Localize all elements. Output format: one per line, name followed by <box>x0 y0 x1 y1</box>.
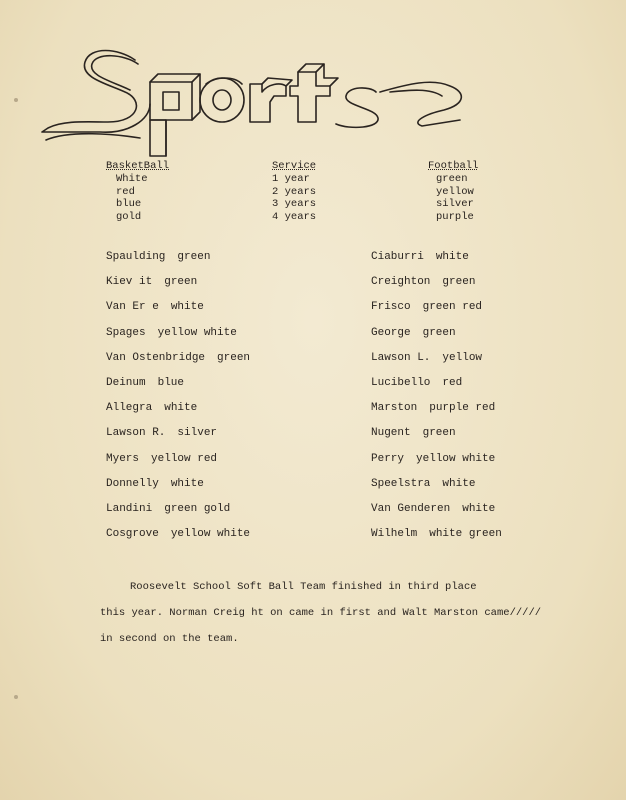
paragraph-line: this year. Norman Creig ht on came in first and Walt Marston came///// <box>100 607 542 619</box>
legend-item: purple <box>436 211 474 224</box>
player-name: Allegra <box>106 402 153 415</box>
legend-heading: Service <box>272 160 317 172</box>
player-colors: white <box>170 301 204 314</box>
player-colors: green <box>164 276 198 289</box>
player-colors: white <box>462 502 496 515</box>
player-colors: yellow <box>442 351 483 364</box>
player-colors: green <box>217 351 251 364</box>
legend-heading: Football <box>428 160 479 172</box>
legend-item: 4 years <box>272 211 317 224</box>
legend-item: red <box>116 185 135 198</box>
player-row <box>106 402 250 427</box>
player-name: Marston <box>371 402 418 415</box>
player-name: Ciaburri <box>371 251 424 263</box>
player-colors: white green <box>429 528 502 541</box>
player-name: Lawson R. <box>106 427 166 440</box>
legend-item: yellow <box>436 185 474 198</box>
player-colors: green gold <box>164 502 231 515</box>
player-name: Nugent <box>371 427 411 440</box>
player-colors: green <box>422 427 456 440</box>
player-row <box>106 528 250 553</box>
player-name: Van Ostenbridge <box>106 351 206 364</box>
legend-item: 2 years <box>272 185 317 198</box>
player-name: Lucibello <box>371 376 431 389</box>
legend-item: 3 years <box>272 198 317 211</box>
player-row <box>106 327 250 352</box>
legend-item: White <box>116 172 148 185</box>
player-row <box>371 427 502 452</box>
player-name: Myers <box>106 452 140 465</box>
player-row <box>371 478 502 503</box>
player-name: Van Er e <box>106 301 159 314</box>
player-colors: green <box>177 251 211 263</box>
legend-item: silver <box>436 198 474 211</box>
player-name: Perry <box>371 452 405 465</box>
player-colors: yellow white <box>157 326 237 339</box>
player-name: Creighton <box>371 276 431 289</box>
player-colors: red <box>442 376 463 389</box>
player-row <box>106 377 250 402</box>
legend-item: green <box>436 172 468 185</box>
player-name: Spages <box>106 326 146 339</box>
player-name: Donnelly <box>106 477 159 490</box>
paragraph-line: Roosevelt School Soft Ball Team finished in third place <box>130 581 477 593</box>
player-name: George <box>371 326 411 339</box>
player-row <box>371 301 502 326</box>
player-name: Lawson L. <box>371 351 431 364</box>
player-colors: white <box>170 477 204 490</box>
softball-paragraph <box>100 574 570 652</box>
football-legend <box>428 160 478 224</box>
player-row <box>106 301 250 326</box>
player-name: Spaulding <box>106 251 166 263</box>
player-row <box>371 503 502 528</box>
player-row <box>106 453 250 478</box>
player-row <box>106 427 250 452</box>
basketball-legend <box>106 160 169 224</box>
player-name: Speelstra <box>371 477 431 490</box>
player-row <box>371 327 502 352</box>
legend-heading: BasketBall <box>106 160 170 172</box>
player-name: Van Genderen <box>371 502 451 515</box>
player-colors: green <box>442 276 476 289</box>
sports-title-drawing <box>30 30 490 160</box>
player-colors: purple red <box>429 402 496 415</box>
player-name: Cosgrove <box>106 528 159 541</box>
player-row <box>371 377 502 402</box>
player-colors: silver <box>177 427 218 440</box>
player-name: Frisco <box>371 301 411 314</box>
player-row <box>371 251 502 276</box>
player-name: Wilhelm <box>371 528 418 541</box>
player-colors: yellow white <box>416 452 496 465</box>
player-colors: green <box>422 326 456 339</box>
player-name: Kiev it <box>106 276 153 289</box>
paragraph-line: in second on the team. <box>100 633 239 645</box>
player-name: Deinum <box>106 376 146 389</box>
player-row <box>371 352 502 377</box>
player-row <box>371 528 502 553</box>
player-colors: yellow white <box>170 528 251 541</box>
legend-item: gold <box>116 211 142 224</box>
player-row <box>106 276 250 301</box>
player-colors: blue <box>157 376 185 389</box>
player-row <box>371 402 502 427</box>
player-colors: green red <box>422 301 483 314</box>
punch-mark <box>14 695 18 699</box>
player-row <box>106 352 250 377</box>
player-row <box>371 453 502 478</box>
page-title <box>0 21 1 22</box>
player-row <box>371 276 502 301</box>
player-row <box>106 503 250 528</box>
player-colors: white <box>164 402 198 415</box>
player-colors: white <box>435 251 469 263</box>
player-colors: white <box>442 477 476 490</box>
player-row <box>106 251 250 276</box>
player-name: Landini <box>106 502 153 515</box>
player-row <box>106 478 250 503</box>
legend-item: 1 year <box>272 172 310 185</box>
player-colors: yellow red <box>151 452 218 465</box>
legend-item: blue <box>116 198 142 211</box>
punch-mark <box>14 98 18 102</box>
service-legend <box>272 160 316 224</box>
player-list-left <box>106 251 250 553</box>
player-list-right <box>371 251 502 553</box>
